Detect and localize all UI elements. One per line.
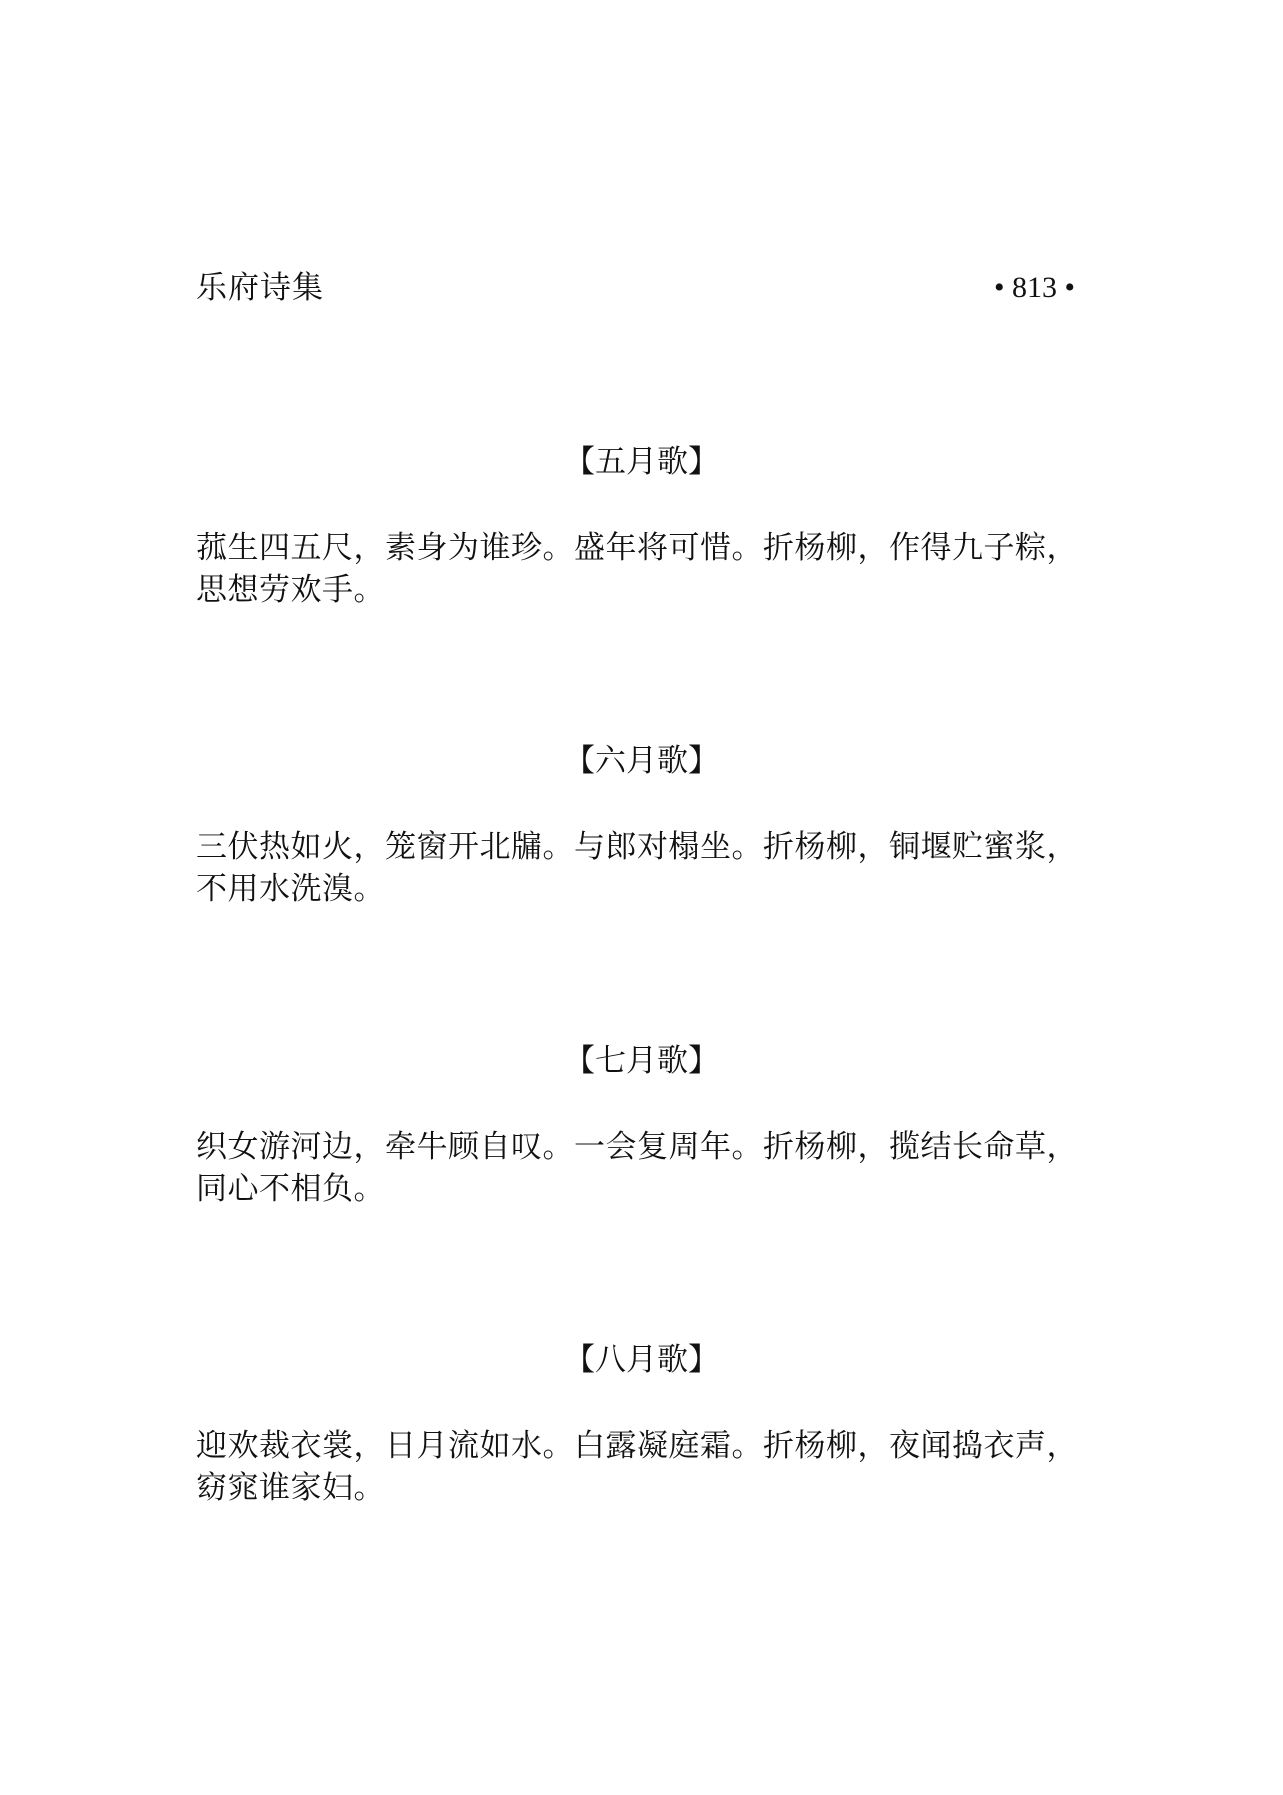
section-body	[196, 1425, 1096, 1509]
section-title: 【五月歌】	[564, 444, 719, 480]
poem-line: 菰生四五尺，素身为谁珍。盛年将可惜。折杨柳，作得九子粽，	[196, 530, 1078, 566]
book-title: 乐府诗集	[196, 270, 324, 306]
section-body	[196, 826, 1096, 910]
poem-line: 思想劳欢手。	[196, 572, 385, 608]
poem-line: 迎欢裁衣裳，日月流如水。白露凝庭霜。折杨柳，夜闻捣衣声，	[196, 1428, 1078, 1464]
poem-line: 三伏热如火，笼窗开北牖。与郎对榻坐。折杨柳，铜堰贮蜜浆，	[196, 829, 1078, 865]
section-title: 【六月歌】	[564, 743, 719, 779]
poem-line: 不用水洗溴。	[196, 871, 385, 907]
section-title: 【八月歌】	[564, 1342, 719, 1378]
section-body	[196, 1126, 1096, 1210]
page-number: • 813 •	[993, 271, 1075, 304]
section-body	[196, 527, 1096, 611]
section-title: 【七月歌】	[564, 1043, 719, 1079]
poem-line: 织女游河边，牵牛顾自叹。一会复周年。折杨柳，揽结长命草，	[196, 1129, 1078, 1165]
poem-line: 窈窕谁家妇。	[196, 1470, 385, 1506]
poem-line: 同心不相负。	[196, 1171, 385, 1207]
